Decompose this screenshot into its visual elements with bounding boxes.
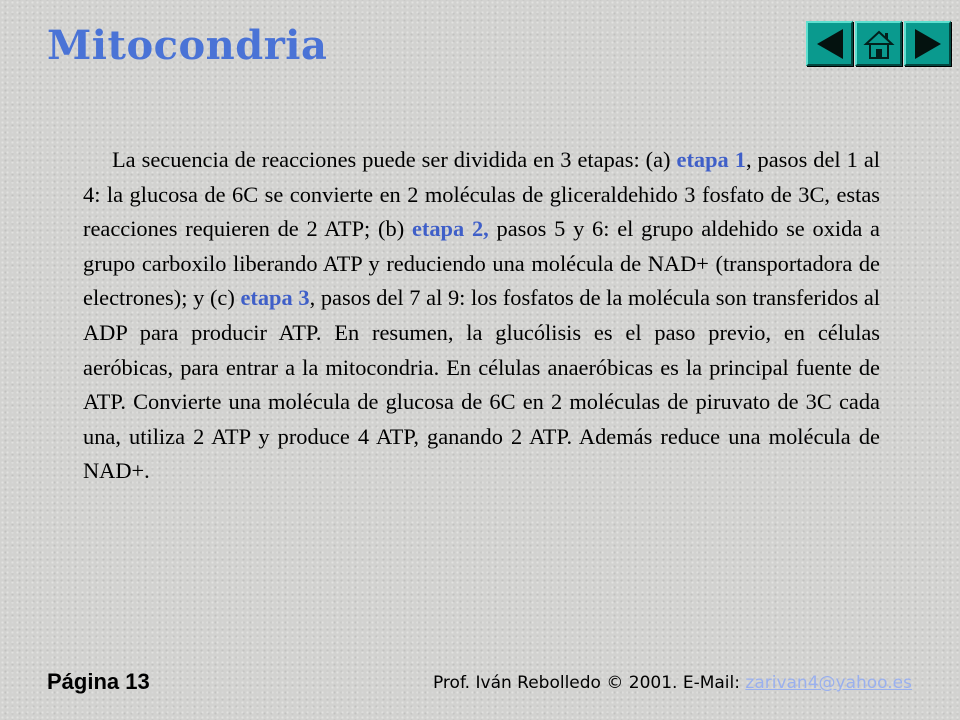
body-text-part-4: , pasos del 7 al 9: los fosfatos de la molécula son transferidos al ADP para producir ATP. En resumen, la glucólisis es el paso previo, en células aeróbicas, para entrar a la mitocondria. En células anaeróbicas es la principal fuente de ATP. Convierte una molécula de glucosa de 6C en 2 moléculas de piruvato de 3C cada una, utiliza 2 ATP y produce 4 ATP, ganando 2 ATP. Además reduce una molécula de NAD+. (83, 285, 880, 484)
credit-text: Prof. Iván Rebolledo © 2001. E-Mail: (432, 673, 746, 693)
body-text-part-3: pasos 5 y 6: el grupo aldehido se oxida a grupo carboxilo liberando ATP y reduciendo una molécula de NAD+ (transportadora de electrones); y (c) (83, 216, 880, 311)
footer-credit (433, 673, 912, 693)
stage-3-label: etapa 3 (240, 285, 310, 311)
body-text-part-2: , pasos del 1 al 4: la glucosa de 6C se convierte en 2 moléculas de gliceraldehido 3 fosfato de 3C, estas reacciones requieren de 2 ATP; (b) (83, 147, 881, 242)
email-link[interactable]: zarivan4@yahoo.es (745, 673, 912, 693)
stage-1-label: etapa 1 (676, 147, 746, 172)
next-button[interactable] (904, 21, 951, 66)
arrow-right-icon (912, 27, 944, 61)
nav-bar (806, 21, 951, 66)
previous-button[interactable] (806, 21, 853, 66)
body-text-part-1: La secuencia de reacciones puede ser dividida en 3 etapas: (a) (112, 147, 677, 172)
home-button[interactable] (855, 21, 902, 66)
stage-2-label: etapa 2, (411, 216, 489, 242)
arrow-left-icon (814, 27, 846, 61)
page-number: Página 13 (47, 669, 150, 694)
body-paragraph (83, 143, 880, 489)
home-icon (863, 27, 895, 61)
page-title: Mitocondria (47, 22, 328, 69)
